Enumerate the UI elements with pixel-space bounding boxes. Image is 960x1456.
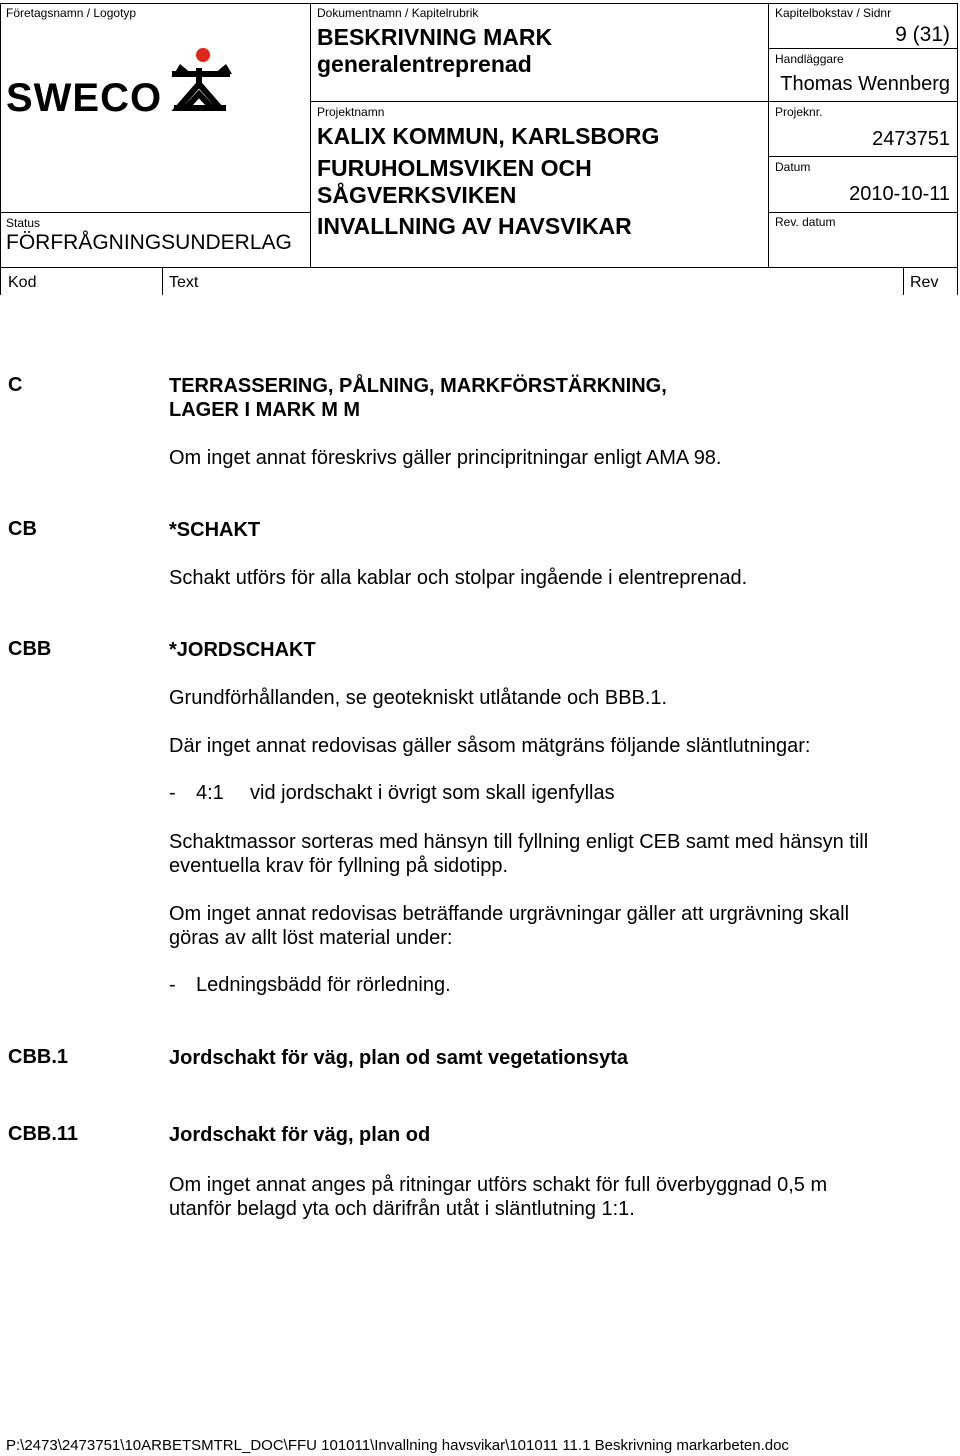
- status-value: FÖRFRÅGNINGSUNDERLAG: [6, 231, 292, 254]
- section-cbb11-paragraph: Om inget annat anges på ritningar utförs schakt för full överbyggnad 0,5 m utanför belagd yta och därifrån utåt i släntlutning 1:1.: [169, 1174, 828, 1220]
- doc-name-label: Dokumentnamn / Kapitelrubrik: [317, 6, 479, 20]
- header-divider-1: [310, 3, 311, 267]
- handler-value: Thomas Wennberg: [780, 73, 950, 95]
- sweco-logo: [6, 44, 236, 120]
- section-code-cbb11: CBB.11: [8, 1123, 79, 1145]
- project-no-label: Projeknr.: [775, 105, 823, 119]
- col-divider-kod: [162, 267, 163, 295]
- logo-text: SWECO: [6, 76, 163, 120]
- section-code-cbb: CBB: [8, 638, 52, 660]
- col-text: Text: [169, 274, 199, 291]
- section-code-c: C: [8, 374, 23, 396]
- header-border-top: [0, 3, 958, 4]
- col-rev: Rev: [910, 274, 939, 291]
- slope-ratio-text: vid jordschakt i övrigt som skall igenfyllas: [250, 782, 615, 804]
- header-border-right: [957, 3, 958, 295]
- section-cb-paragraph: Schakt utförs för alla kablar och stolpar ingående i elentreprenad.: [169, 567, 748, 589]
- project-line4: INVALLNING AV HAVSVIKAR: [317, 213, 632, 239]
- list-dash-1: -: [169, 782, 176, 804]
- status-label: Status: [6, 216, 41, 230]
- doc-name-line1: BESKRIVNING MARK: [317, 24, 553, 50]
- header-row-line-2: [768, 48, 958, 49]
- rev-date-label: Rev. datum: [775, 215, 836, 229]
- section-title-cbb: *JORDSCHAKT: [169, 639, 316, 661]
- header-row-line-5: [0, 212, 310, 213]
- section-c-paragraph: Om inget annat föreskrivs gäller principritningar enligt AMA 98.: [169, 447, 722, 469]
- project-no-value: 2473751: [872, 128, 950, 150]
- section-cbb-paragraph-1: Grundförhållanden, se geotekniskt utlåtande och BBB.1.: [169, 687, 668, 709]
- col-kod: Kod: [8, 274, 37, 291]
- project-line3: SÅGVERKSVIKEN: [317, 182, 517, 208]
- section-title-cb: *SCHAKT: [169, 519, 261, 541]
- header-row-line-6: [0, 267, 958, 268]
- slope-ratio: 4:1: [196, 782, 224, 804]
- list-dash-2: -: [169, 974, 176, 996]
- handler-label: Handläggare: [775, 52, 844, 66]
- project-line1: KALIX KOMMUN, KARLSBORG: [317, 123, 660, 149]
- section-title-cbb11: Jordschakt för väg, plan od: [169, 1124, 431, 1146]
- document-header: [0, 0, 958, 295]
- sweco-figure-icon: [166, 44, 232, 114]
- section-title-c-1: TERRASSERING, PÅLNING, MARKFÖRSTÄRKNING,: [169, 375, 667, 397]
- section-code-cb: CB: [8, 518, 37, 540]
- header-divider-2: [768, 3, 769, 267]
- section-title-c-2: LAGER I MARK M M: [169, 399, 361, 421]
- list-item-ledningsbadd: Ledningsbädd för rörledning.: [196, 974, 451, 996]
- section-code-cbb1: CBB.1: [8, 1046, 69, 1068]
- date-value: 2010-10-11: [849, 183, 950, 205]
- section-cbb-paragraph-4: Om inget annat redovisas beträffande urgrävningar gäller att urgrävning skall göras av allt löst material under:: [169, 903, 850, 949]
- project-label: Projektnamn: [317, 105, 385, 119]
- header-border-left: [0, 3, 1, 295]
- section-cbb-paragraph-2: Där inget annat redovisas gäller såsom mätgräns följande släntlutningar:: [169, 735, 811, 757]
- header-row-line-3: [768, 156, 958, 157]
- date-label: Datum: [775, 160, 811, 174]
- company-label: Företagsnamn / Logotyp: [6, 6, 137, 20]
- header-row-line-4: [768, 212, 958, 213]
- section-cbb-paragraph-3: Schaktmassor sorteras med hänsyn till fyllning enligt CEB samt med hänsyn till eventuella krav för fyllning på sidotipp.: [169, 831, 869, 877]
- project-line2: FURUHOLMSVIKEN OCH: [317, 155, 592, 181]
- section-title-cbb1: Jordschakt för väg, plan od samt vegetationsyta: [169, 1047, 629, 1069]
- file-path-footer: P:\2473\2473751\10ARBETSMTRL_DOC\FFU 101011\Invallning havsvikar\101011 11.1 Beskrivning markarbeten.doc: [6, 1437, 789, 1454]
- col-divider-rev: [903, 267, 904, 295]
- page-number: 9 (31): [895, 23, 950, 46]
- doc-name-line2: generalentreprenad: [317, 51, 532, 77]
- chapter-label: Kapitelbokstav / Sidnr: [775, 6, 892, 20]
- header-row-line-1: [310, 101, 958, 102]
